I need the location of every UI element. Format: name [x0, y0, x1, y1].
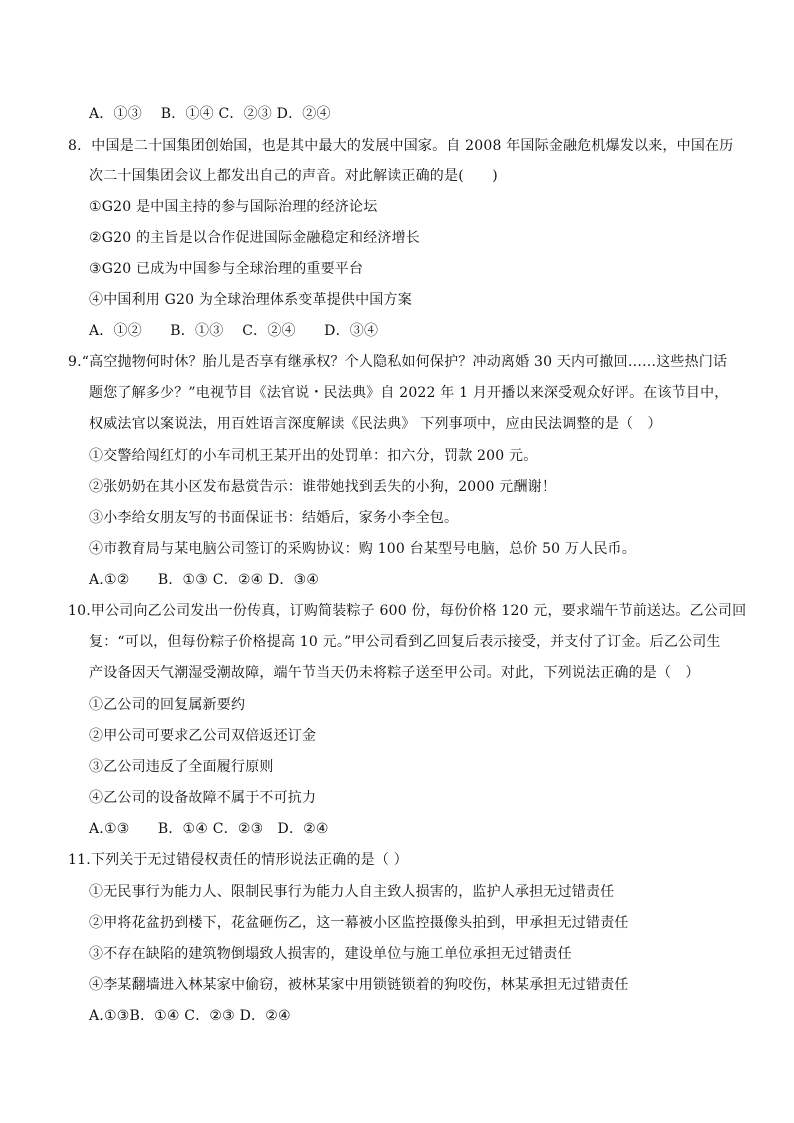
q8-option-1: ①G20 是中国主持的参与国际治理的经济论坛	[89, 199, 378, 215]
q9-option-2: ②张奶奶在其小区发布悬赏告示：谁带她找到丢失的小狗，2000 元酬谢！	[89, 479, 557, 495]
q10-answer-choices: A.①③ B．①④ C．②③ D．②④	[89, 821, 329, 837]
q9-stem-line2: 题您了解多少？”电视节目《法官说・民法典》自 2022 年 1 月开播以来深受观众好评。在该节目中，	[89, 385, 729, 401]
q10-stem-line1: 10.甲公司向乙公司发出一份传真，订购简装粽子 600 份，每份价格 120 元，要求端午节前送达。乙公司回	[68, 603, 747, 619]
q9-option-1: ①交警给闯红灯的小车司机王某开出的处罚单：扣六分，罚款 200 元。	[89, 448, 538, 464]
q9-option-3: ③小李给女朋友写的书面保证书：结婚后，家务小李全包。	[89, 510, 459, 526]
q11-option-2: ②甲将花盆扔到楼下，花盆砸伤乙，这一幕被小区监控摄像头拍到，甲承担无过错责任	[89, 915, 629, 931]
q9-stem-line1: 9.“高空抛物何时休？胎儿是否享有继承权？个人隐私如何保护？冲动离婚 30 天内可撤回……这些热门话	[68, 354, 728, 370]
q11-answer-choices: A.①③B．①④ C．②③ D．②④	[89, 1008, 291, 1024]
q10-stem-line2: 复：“可以，但每份粽子价格提高 10 元。”甲公司看到乙回复后表示接受，并支付了订金。后乙公司生	[89, 634, 721, 650]
q8-stem-line2: 次二十国集团会议上都发出自己的声音。对此解读正确的是( )	[89, 168, 498, 184]
q10-option-2: ②甲公司可要求乙公司双倍返还订金	[89, 728, 317, 744]
q11-option-4: ④李某翻墙进入林某家中偷窃，被林某家中用锁链锁着的狗咬伤，林某承担无过错责任	[89, 977, 629, 993]
q8-option-2: ②G20 的主旨是以合作促进国际金融稳定和经济增长	[89, 230, 420, 246]
q8-option-4: ④中国利用 G20 为全球治理体系变革提供中国方案	[89, 292, 412, 308]
q9-answer-choices: A.①② B．①③ C．②④ D．③④	[89, 572, 320, 588]
q10-stem-line3: 产设备因天气潮湿受潮故障，端午节当天仍未将粽子送至甲公司。对此，下列说法正确的是（ ）	[89, 665, 700, 681]
q10-option-3: ③乙公司违反了全面履行原则	[89, 759, 274, 775]
q8-stem-line1: 8．中国是二十国集团创始国，也是其中最大的发展中国家。自 2008 年国际金融危机爆发以来，中国在历	[68, 138, 734, 154]
q11-option-3: ③不存在缺陷的建筑物倒塌致人损害的，建设单位与施工单位承担无过错责任	[89, 946, 572, 962]
q10-option-4: ④乙公司的设备故障不属于不可抗力	[89, 790, 317, 806]
q9-option-4: ④市教育局与某电脑公司签订的采购协议：购 100 台某型号电脑，总价 50 万人民币。	[89, 541, 636, 557]
q9-stem-line3: 权威法官以案说法，用百姓语言深度解读《民法典》 下列事项中，应由民法调整的是（ ）	[89, 416, 662, 432]
q10-option-1: ①乙公司的回复属新要约	[89, 697, 246, 713]
q11-option-1: ①无民事行为能力人、限制民事行为能力人自主致人损害的，监护人承担无过错责任	[89, 884, 615, 900]
q8-answer-choices: A．①② B．①③ C．②④ D．③④	[89, 323, 379, 339]
q7-answer-choices: A．①③ B．①④ C．②③ D．②④	[89, 106, 331, 122]
q8-option-3: ③G20 已成为中国参与全球治理的重要平台	[89, 261, 364, 277]
q11-stem-line1: 11.下列关于无过错侵权责任的情形说法正确的是（ ）	[68, 852, 408, 868]
